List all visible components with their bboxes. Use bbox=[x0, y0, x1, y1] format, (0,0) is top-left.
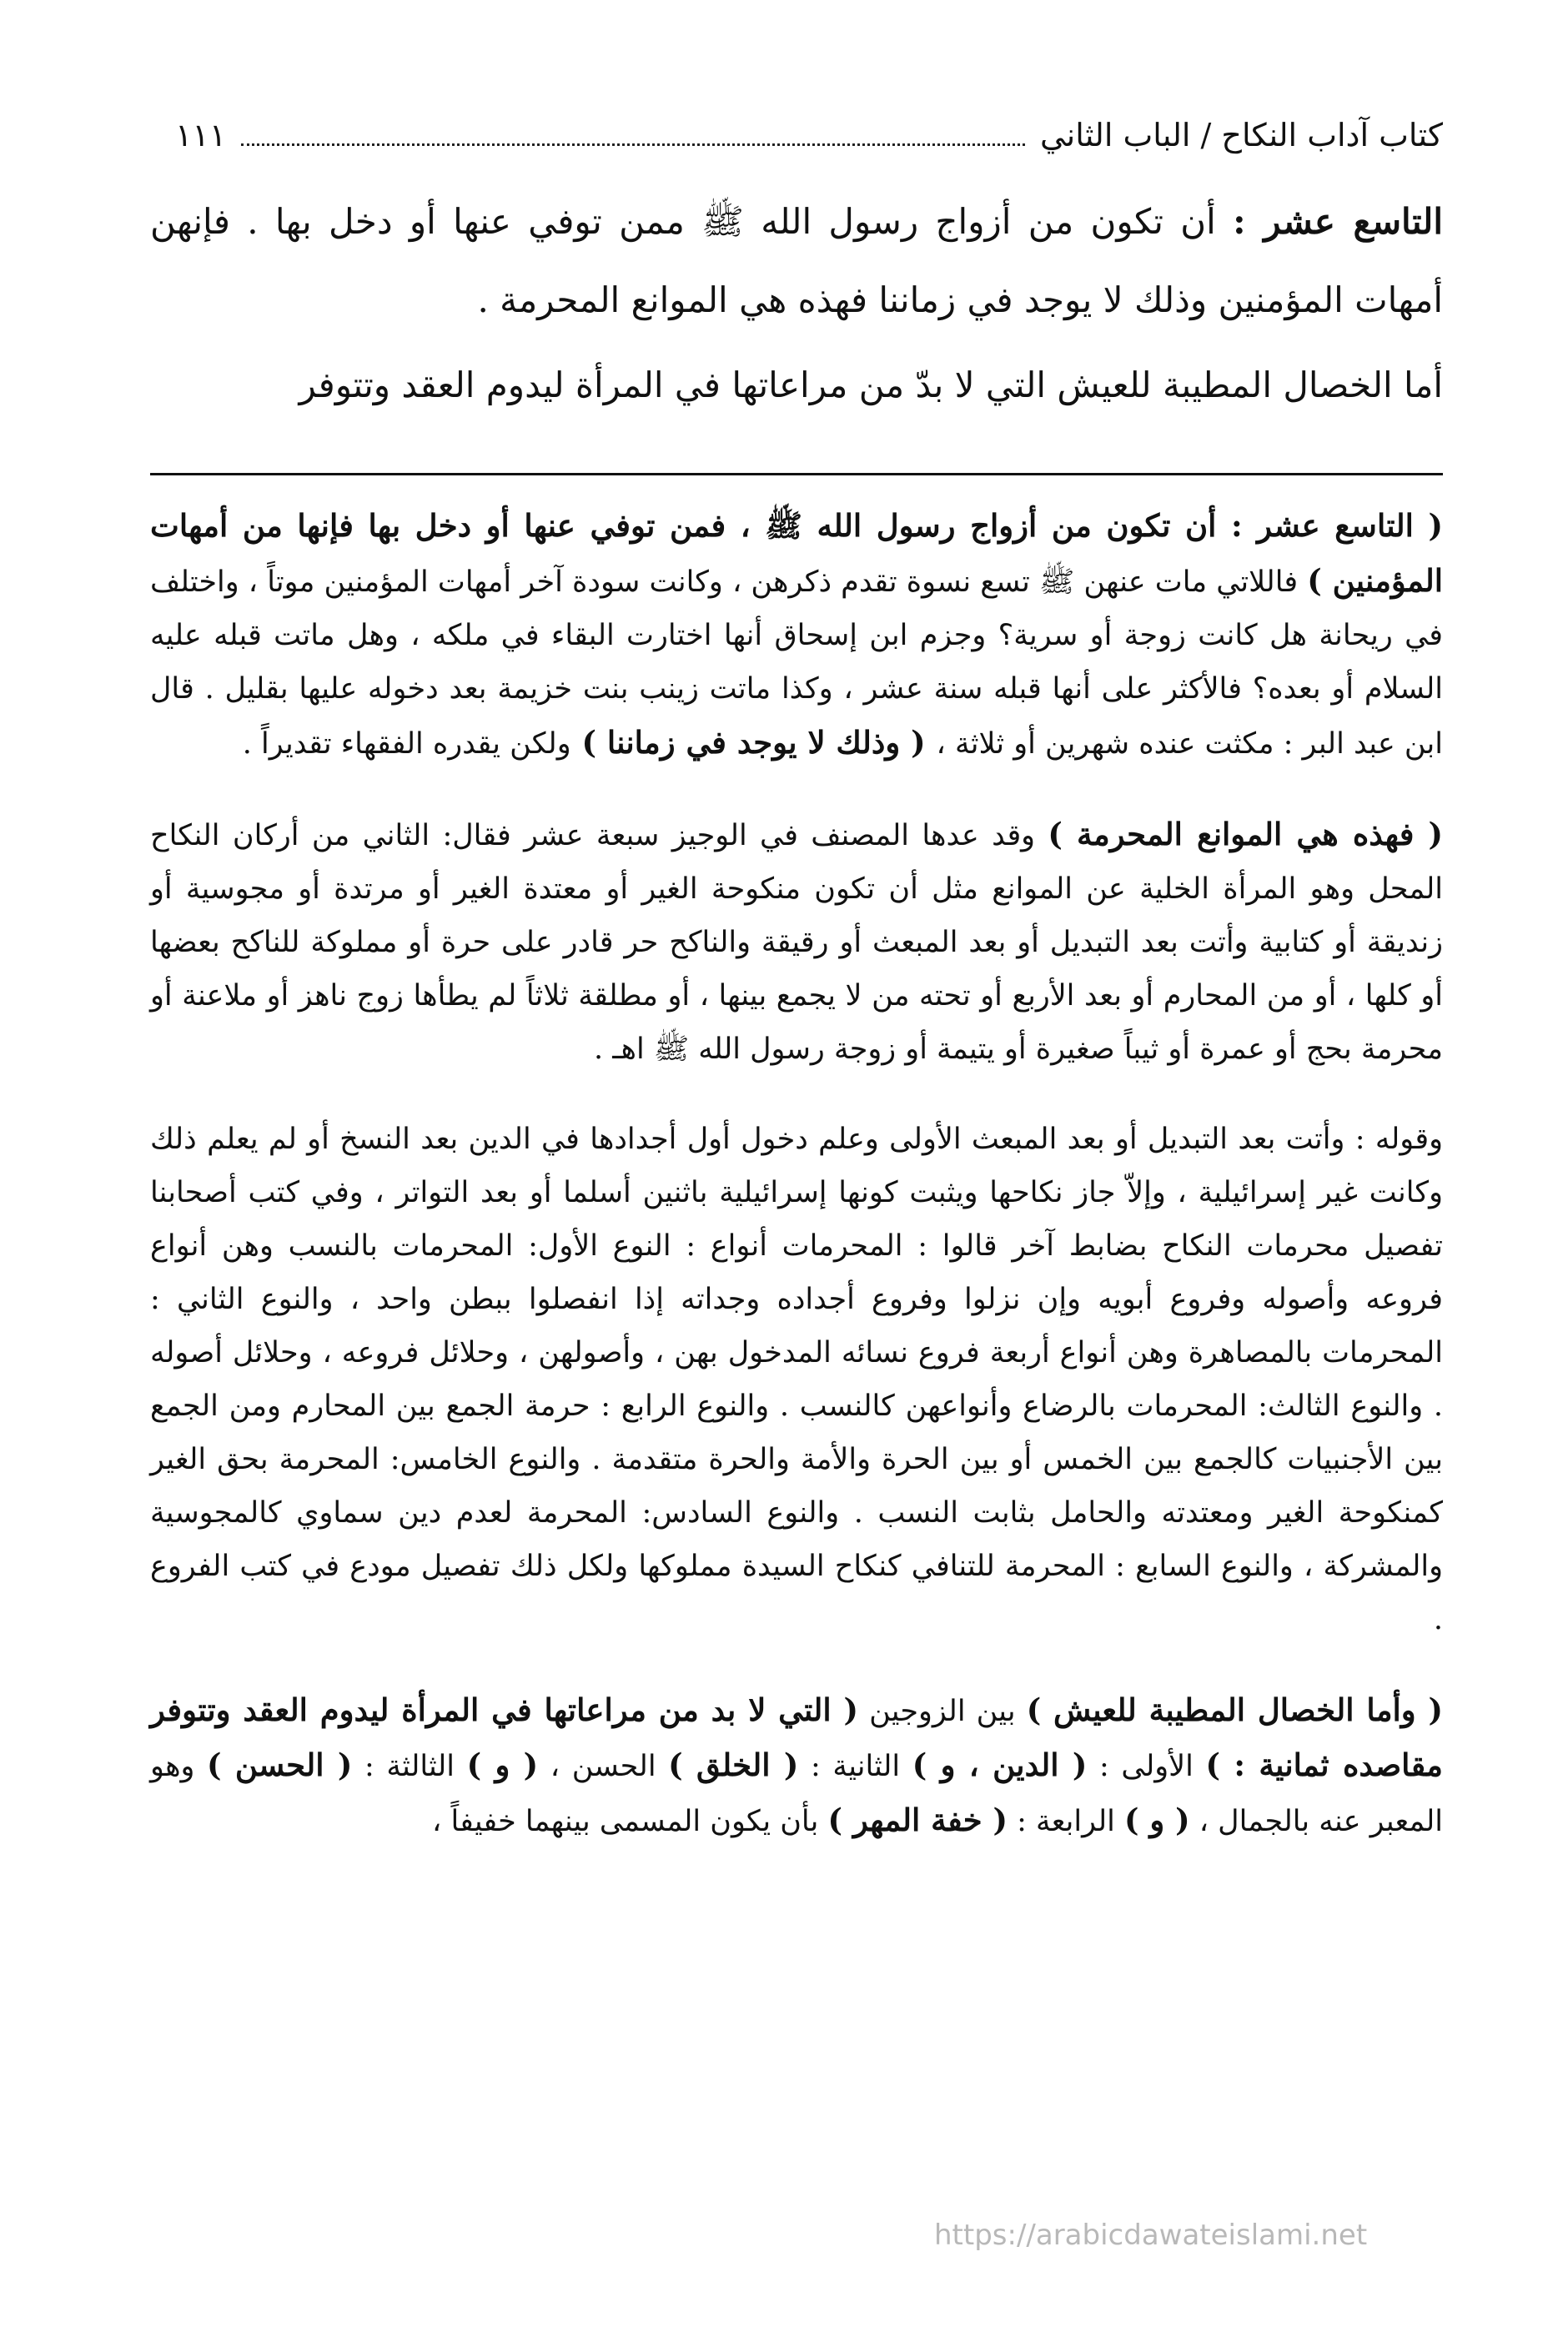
c4-bold-4: ( الخلق ) bbox=[668, 1746, 799, 1783]
commentary-paragraph-3 bbox=[150, 1113, 1443, 1646]
main-p1-heading: التاسع عشر : bbox=[1233, 201, 1443, 242]
main-p1-text: أن تكون من أزواج رسول الله ﷺ ممن توفي عنها أو دخل بها . فإنهن أمهات المؤمنين وذلك لا يوجد في زماننا فهذه هي الموانع المحرمة . bbox=[150, 201, 1443, 320]
watermark-url: https://arabicdawateislami.net bbox=[934, 2219, 1368, 2252]
book-page bbox=[150, 117, 1443, 1885]
commentary bbox=[150, 499, 1443, 1848]
c4-bold-7: ( و ) bbox=[1123, 1802, 1190, 1838]
c4-bold-2: ( التي لا بد من مراعاتها في المرأة ليدوم العقد وتتوفر مقاصده ثمانية : ) bbox=[150, 1691, 1443, 1783]
page-number: ١١١ bbox=[175, 117, 227, 153]
c4-bold-3: ( الدين ، و ) bbox=[912, 1746, 1088, 1783]
c4-text-5: الثالثة : bbox=[352, 1750, 467, 1783]
c4-text-6: وهو المعبر عنه بالجمال ، bbox=[150, 1750, 1443, 1838]
header-title: كتاب آداب النكاح / الباب الثاني bbox=[1040, 117, 1443, 153]
c1-text-2: ولكن يقدره الفقهاء تقديراً . bbox=[242, 727, 571, 761]
c4-text-3: الثانية : bbox=[798, 1750, 912, 1783]
footnote-divider bbox=[150, 473, 1443, 475]
c4-bold-6: ( الحسن ) bbox=[207, 1746, 353, 1783]
main-paragraph-2 bbox=[150, 346, 1443, 425]
c4-text-4: الحسن ، bbox=[538, 1750, 669, 1783]
c3-text-1: وقوله : وأتت بعد التبديل أو بعد المبعث الأولى وعلم دخول أول أجدادها في الدين بعد النسخ أو لم يعلم ذلك وكانت غير إسرائيلية ، وإلاّ جاز نكاحها ويثبت كونها إسرائيلية باثنين أسلما أو بعد التواتر ، وفي كتب أصحابنا تفصيل محرمات النكاح بضابط آخر قالوا : المحرمات أنواع : النوع الأول: المحرمات بالنسب وهن أنواع فروعه وأصوله وفروع أبويه وإن نزلوا وفروع أجداده وجداته إذا انفصلوا ببطن واحد ، والنوع الثاني : المحرمات بالمصاهرة وهن أنواع أربعة فروع نسائه المدخول بهن ، وأصولهن ، وحلائل فروعه ، وحلائل أصوله . والنوع الثالث: المحرمات بالرضاع وأنواعهن كالنسب . والنوع الرابع : حرمة الجمع بين المحارم ومن الجمع بين الأجنبيات كالجمع بين الخمس أو بين الحرة والأمة والحرة متقدمة . والنوع الخامس: المحرمة بحق الغير كمنكوحة الغير ومعتدته والحامل بثابت النسب . والنوع السادس: المحرمة لعدم دين سماوي كالمجوسية والمشركة ، والنوع السابع : المحرمة للتنافي كنكاح السيدة مملوكها ولكل ذلك تفصيل مودع في كتب الفروع . bbox=[150, 1123, 1443, 1636]
main-paragraph-1 bbox=[150, 183, 1443, 339]
c1-bold-1: ( التاسع عشر : أن تكون من أزواج رسول الله ﷺ ، فمن توفي عنها أو دخل بها فإنها من أمهات المؤمنين ) bbox=[150, 507, 1443, 599]
running-header bbox=[175, 117, 1443, 154]
c4-text-2: الأولى : bbox=[1087, 1750, 1206, 1783]
c4-text-1: بين الزوجين bbox=[858, 1695, 1027, 1728]
header-dot-leader bbox=[241, 143, 1025, 146]
c2-text-1: وقد عدها المصنف في الوجيز سبعة عشر فقال: الثاني من أركان النكاح المحل وهو المرأة الخلية عن الموانع مثل أن تكون منكوحة الغير أو معتدة الغير أو مرتدة أو مجوسية أو زنديقة أو كتابية وأتت بعد التبديل أو بعد المبعث أو رقيقة والناكح حر قادر على حرة أو مملوكة للناكح بعضها أو كلها ، أو من المحارم أو بعد الأربع أو تحته من لا يجمع بينها ، أو مطلقة ثلاثاً لم يطأها زوج ناهز أو ملاعنة أو محرمة بحج أو عمرة أو ثيباً صغيرة أو يتيمة أو زوجة رسول الله ﷺ اهـ . bbox=[150, 819, 1443, 1066]
main-text bbox=[150, 183, 1443, 425]
c4-bold-1: ( وأما الخصال المطيبة للعيش ) bbox=[1026, 1691, 1444, 1728]
c4-text-7: الرابعة : bbox=[1007, 1805, 1124, 1838]
c4-text-8: بأن يكون المسمى بينهما خفيفاً ، bbox=[432, 1805, 828, 1838]
commentary-paragraph-1 bbox=[150, 499, 1443, 771]
c4-bold-8: ( خفة المهر ) bbox=[827, 1802, 1008, 1838]
commentary-paragraph-4 bbox=[150, 1683, 1443, 1848]
main-p2-text: أما الخصال المطيبة للعيش التي لا بدّ من مراعاتها في المرأة ليدوم العقد وتتوفر bbox=[299, 364, 1443, 405]
commentary-paragraph-2 bbox=[150, 807, 1443, 1076]
c1-text-1: فاللاتي مات عنهن ﷺ تسع نسوة تقدم ذكرهن ، وكانت سودة آخر أمهات المؤمنين موتاً ، واختلف في ريحانة هل كانت زوجة أو سرية؟ وجزم ابن إسحاق أنها اختارت البقاء في ملكه ، وهل ماتت قبله عليه السلام أو بعده؟ فالأكثر على أنها قبله سنة عشر ، وكذا ماتت زينب بنت خزيمة بعد دخوله عليها بقليل . قال ابن عبد البر : مكثت عنده شهرين أو ثلاثة ، bbox=[150, 565, 1443, 761]
c4-bold-5: ( و ) bbox=[466, 1746, 539, 1783]
c2-bold-1: ( فهذه هي الموانع المحرمة ) bbox=[1048, 816, 1444, 852]
c1-bold-2: ( وذلك لا يوجد في زماننا ) bbox=[570, 724, 937, 761]
